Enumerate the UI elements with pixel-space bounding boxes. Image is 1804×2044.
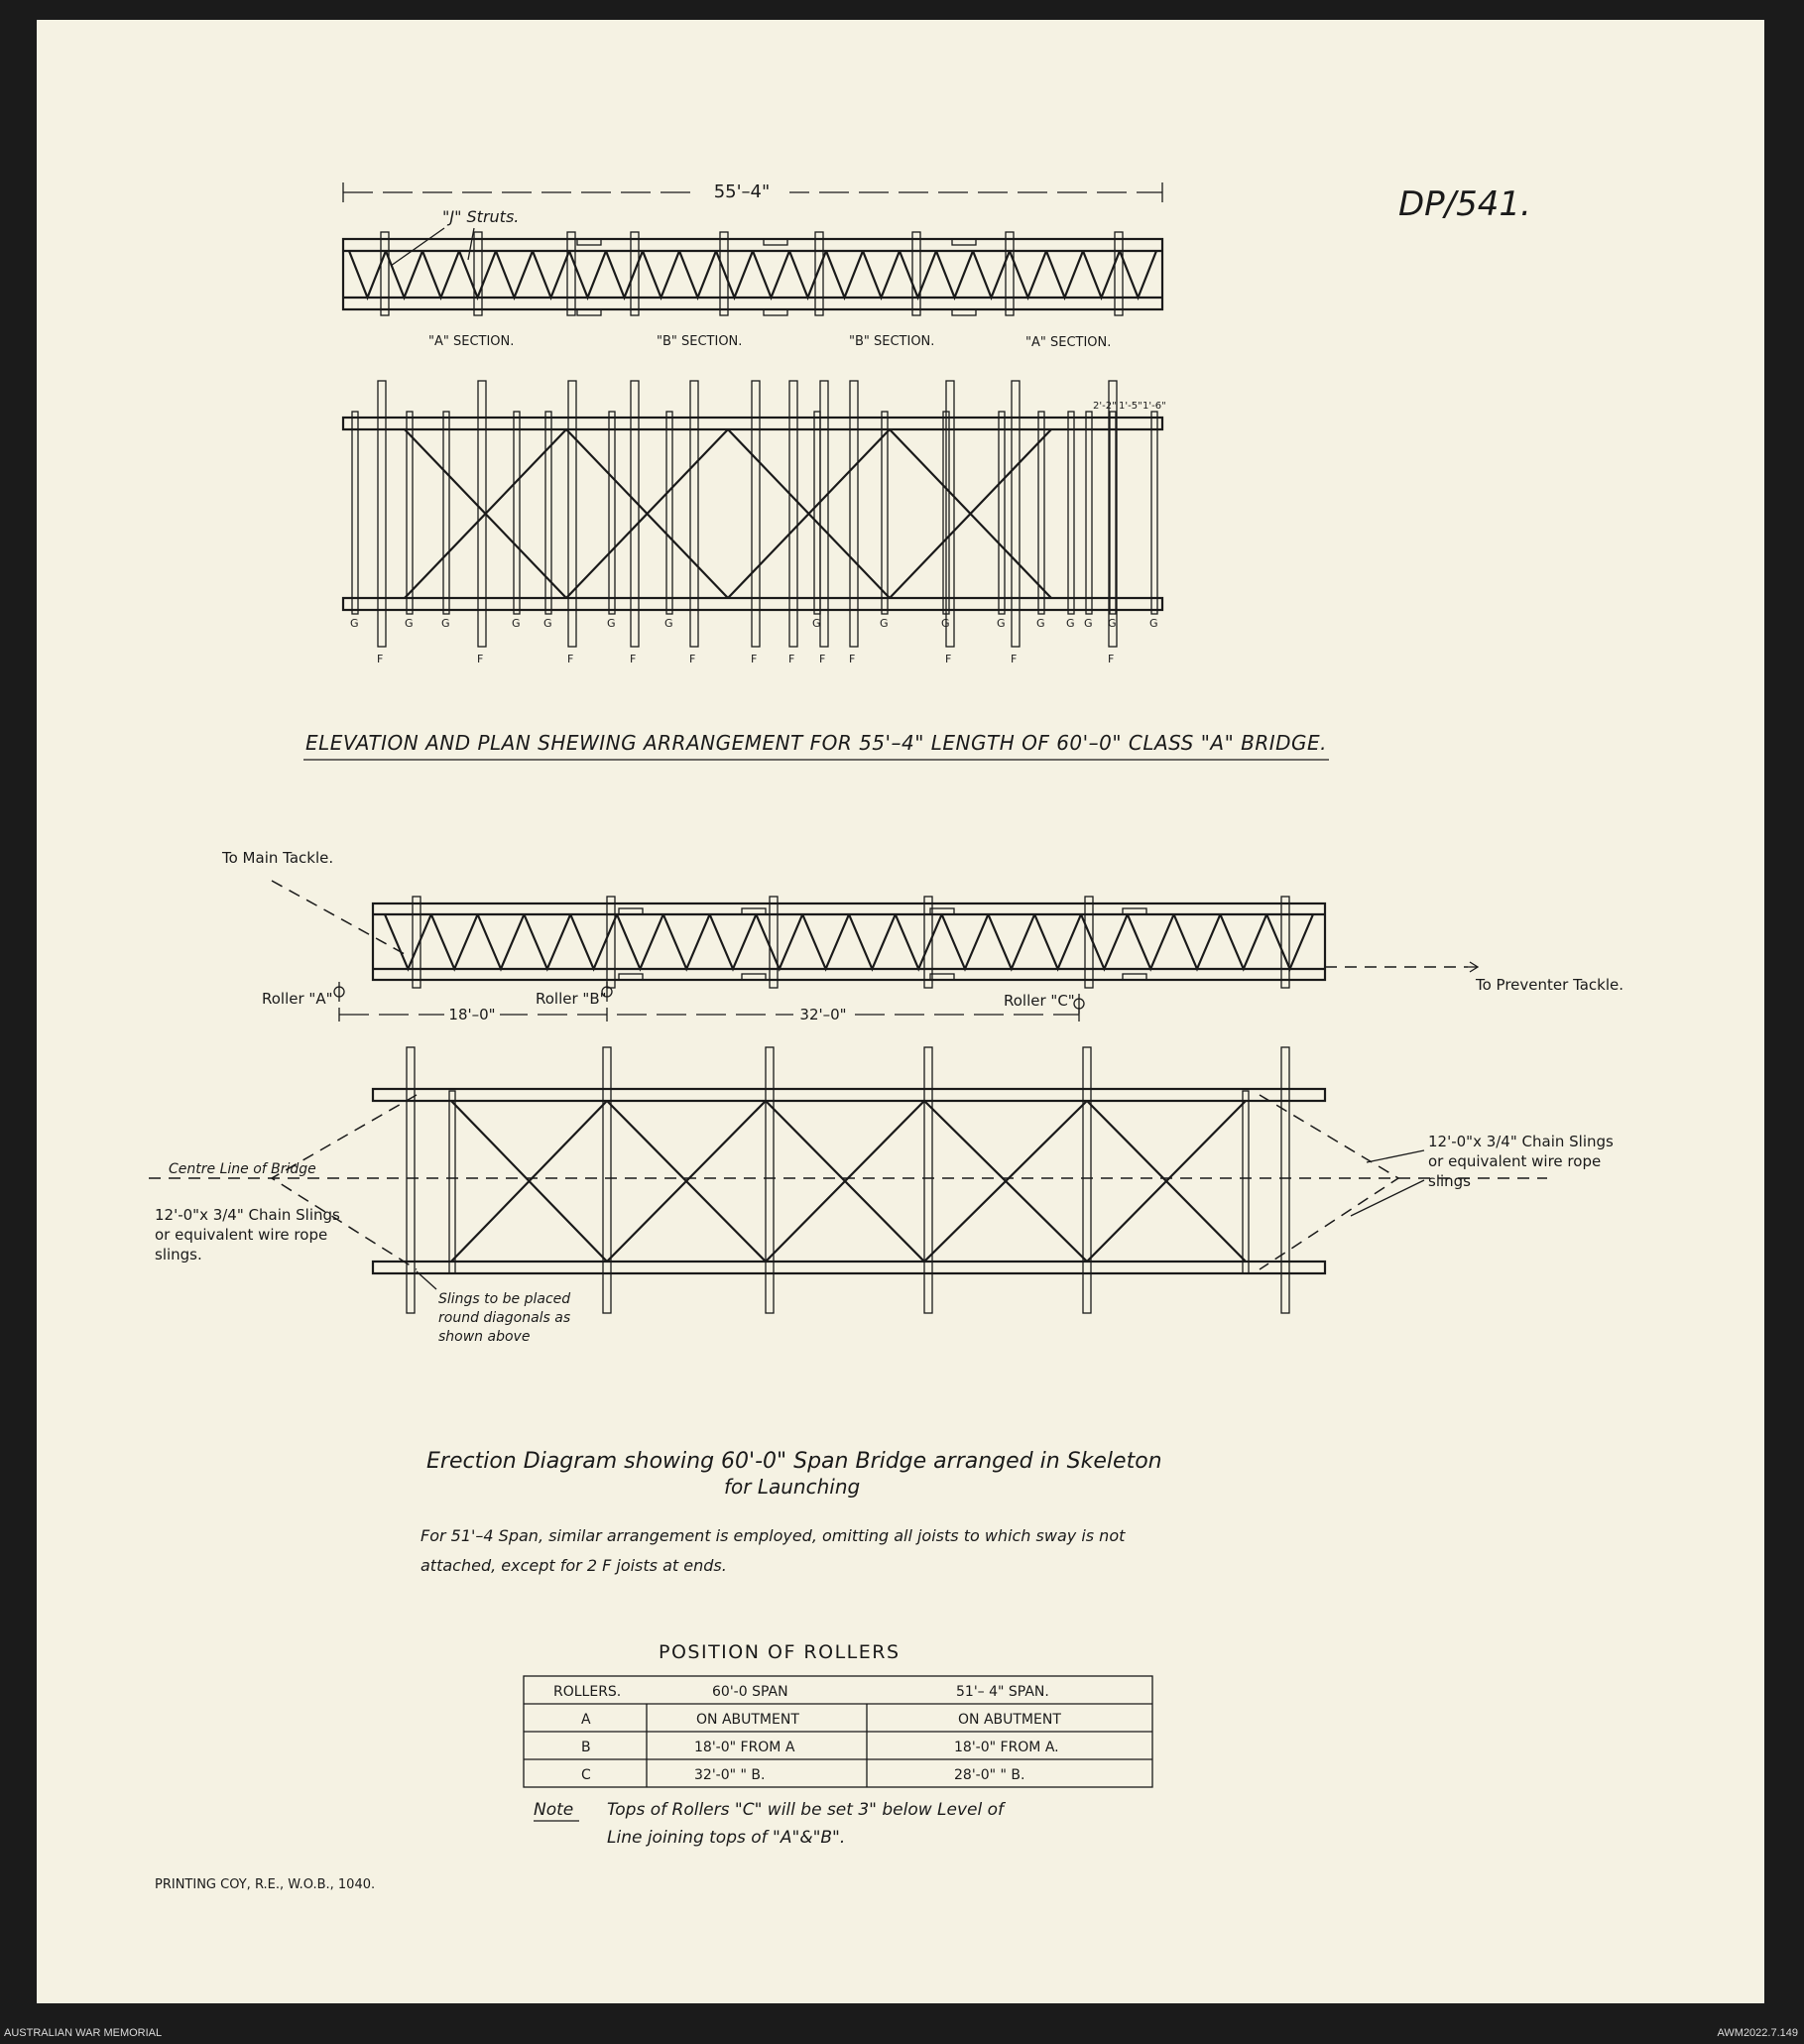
g-joist xyxy=(407,412,413,614)
slings-note-3: shown above xyxy=(438,1329,531,1345)
slings-left-3: slings. xyxy=(155,1246,202,1263)
g-joist xyxy=(609,412,615,614)
slings-right-3: slings xyxy=(1428,1172,1471,1190)
row-b-60: 18'-0" FROM A xyxy=(694,1740,795,1755)
f-mark: F xyxy=(567,653,574,665)
plan-dim-1: 2'-2" xyxy=(1093,401,1117,412)
f-mark: F xyxy=(1011,653,1018,665)
footer-right: AWM2022.7.149 xyxy=(1717,2027,1798,2039)
to-preventer-tackle-label: To Preventer Tackle. xyxy=(1476,976,1624,994)
g-joist xyxy=(352,412,358,614)
to-main-tackle-label: To Main Tackle. xyxy=(222,849,334,867)
row-a-roller: A xyxy=(581,1712,591,1728)
g-mark: G xyxy=(1084,617,1093,630)
title-elevation-plan: ELEVATION AND PLAN SHEWING ARRANGEMENT FOR 55'–4" LENGTH OF 60'–0" CLASS "A" BRIDGE. xyxy=(305,731,1327,755)
top-plan xyxy=(343,381,1166,665)
f-joist xyxy=(789,381,797,647)
plan-dim-3: 1'-6" xyxy=(1143,401,1166,412)
f-mark: F xyxy=(751,653,758,665)
slings-note-2: round diagonals as xyxy=(438,1310,571,1326)
section-label-4: "A" SECTION. xyxy=(1025,335,1112,350)
f-joist xyxy=(568,381,576,647)
roller-c-label: Roller "C" xyxy=(1004,992,1075,1010)
g-joist xyxy=(666,412,672,614)
g-mark: G xyxy=(812,617,821,630)
section-label-2: "B" SECTION. xyxy=(657,334,743,349)
web-diagonals xyxy=(385,914,1313,969)
j-strut xyxy=(912,232,920,315)
row-c-60: 32'-0" " B. xyxy=(694,1767,766,1783)
strut xyxy=(770,897,778,988)
g-joist xyxy=(1068,412,1074,614)
g-mark: G xyxy=(543,617,552,630)
plan-dim-2: 1'-5" xyxy=(1119,401,1143,412)
dim-18ft: 18'–0" xyxy=(448,1006,496,1023)
slings-left-2: or equivalent wire rope xyxy=(155,1226,328,1244)
footer-left: AUSTRALIAN WAR MEMORIAL xyxy=(4,2027,163,2039)
f-mark: F xyxy=(945,653,952,665)
g-joist xyxy=(882,412,888,614)
f-mark: F xyxy=(477,653,484,665)
slings-left-1: 12'-0"x 3/4" Chain Slings xyxy=(155,1206,340,1224)
table-note-line2: Line joining tops of "A"&"B". xyxy=(607,1828,846,1848)
slings-right-2: or equivalent wire rope xyxy=(1428,1152,1602,1170)
g-mark: G xyxy=(512,617,521,630)
g-joist xyxy=(1243,1091,1249,1273)
row-c-roller: C xyxy=(581,1767,591,1783)
g-mark: G xyxy=(350,617,359,630)
f-mark: F xyxy=(689,653,696,665)
top-length-dimension: 55'–4" xyxy=(713,181,771,202)
top-plan-joists xyxy=(352,381,1157,647)
j-strut xyxy=(381,232,389,315)
top-elevation-web xyxy=(349,232,1156,315)
g-joist xyxy=(1110,412,1116,614)
rollers-table xyxy=(524,1641,1152,1787)
g-mark: G xyxy=(664,617,673,630)
header-51-span: 51'– 4" SPAN. xyxy=(956,1684,1049,1700)
f-joist xyxy=(631,381,639,647)
table-note-label: Note xyxy=(534,1800,574,1820)
f-joist xyxy=(850,381,858,647)
row-a-51: ON ABUTMENT xyxy=(958,1712,1061,1728)
g-mark: G xyxy=(1108,617,1117,630)
f-mark: F xyxy=(819,653,826,665)
row-b-roller: B xyxy=(581,1740,591,1755)
row-b-51: 18'-0" FROM A. xyxy=(954,1740,1059,1755)
g-joist xyxy=(545,412,551,614)
f-mark: F xyxy=(849,653,856,665)
roller-a-label: Roller "A" xyxy=(262,990,333,1008)
g-mark: G xyxy=(607,617,616,630)
g-joist xyxy=(1151,412,1157,614)
f-joist-marks xyxy=(377,653,1114,665)
g-joist xyxy=(443,412,449,614)
header-60-span: 60'-0 SPAN xyxy=(712,1684,788,1700)
f-mark: F xyxy=(377,653,384,665)
g-mark: G xyxy=(997,617,1006,630)
slings-note-1: Slings to be placed xyxy=(438,1291,571,1307)
erection-title-line2: for Launching xyxy=(724,1475,861,1499)
row-a-60: ON ABUTMENT xyxy=(696,1712,799,1728)
g-joist xyxy=(449,1091,455,1273)
erection-elevation xyxy=(221,849,1624,1023)
f-joist xyxy=(752,381,760,647)
g-joist xyxy=(814,412,820,614)
centre-line-label: Centre Line of Bridge xyxy=(169,1161,316,1177)
strut xyxy=(1281,897,1289,988)
j-strut xyxy=(567,232,575,315)
f-joist xyxy=(946,381,954,647)
j-strut xyxy=(474,232,482,315)
table-note-line1: Tops of Rollers "C" will be set 3" below Level of xyxy=(607,1800,1005,1820)
dim-32ft: 32'–0" xyxy=(799,1006,847,1023)
f-joist xyxy=(690,381,698,647)
span-note-line1: For 51'–4 Span, similar arrangement is employed, omitting all joists to which sway is not xyxy=(421,1526,1126,1545)
g-mark: G xyxy=(941,617,950,630)
g-joist xyxy=(999,412,1005,614)
g-mark: G xyxy=(405,617,414,630)
table-title: POSITION OF ROLLERS xyxy=(659,1641,901,1663)
web-diagonals xyxy=(349,251,1156,298)
f-mark: F xyxy=(1108,653,1115,665)
printer-imprint: PRINTING COY, R.E., W.O.B., 1040. xyxy=(155,1877,376,1892)
top-elevation xyxy=(343,180,1162,350)
row-c-51: 28'-0" " B. xyxy=(954,1767,1025,1783)
drawing-number: DP/541. xyxy=(1398,184,1531,224)
f-mark: F xyxy=(630,653,637,665)
f-joist xyxy=(1012,381,1020,647)
span-note-line2: attached, except for 2 F joists at ends. xyxy=(421,1556,727,1575)
f-mark: F xyxy=(788,653,795,665)
j-strut xyxy=(1115,232,1123,315)
roller-b-label: Roller "B" xyxy=(536,990,607,1008)
j-strut xyxy=(1006,232,1014,315)
section-label-3: "B" SECTION. xyxy=(849,334,935,349)
section-label-1: "A" SECTION. xyxy=(428,334,515,349)
slings-right-1: 12'-0"x 3/4" Chain Slings xyxy=(1428,1133,1614,1150)
strut xyxy=(607,897,615,988)
g-joist-marks xyxy=(350,617,1158,630)
f-joist xyxy=(378,381,386,647)
g-mark: G xyxy=(1066,617,1075,630)
erection-web xyxy=(385,897,1313,988)
g-joist xyxy=(514,412,520,614)
erection-title-line1: Erection Diagram showing 60'-0" Span Bridge arranged in Skeleton xyxy=(426,1449,1162,1474)
g-mark: G xyxy=(441,617,450,630)
g-mark: G xyxy=(880,617,889,630)
g-mark: G xyxy=(1149,617,1158,630)
g-joist xyxy=(1086,412,1092,614)
erection-plan xyxy=(149,1047,1614,1345)
f-joist xyxy=(820,381,828,647)
header-rollers: ROLLERS. xyxy=(553,1684,622,1700)
g-mark: G xyxy=(1036,617,1045,630)
struts-label: "J" Struts. xyxy=(442,207,520,226)
